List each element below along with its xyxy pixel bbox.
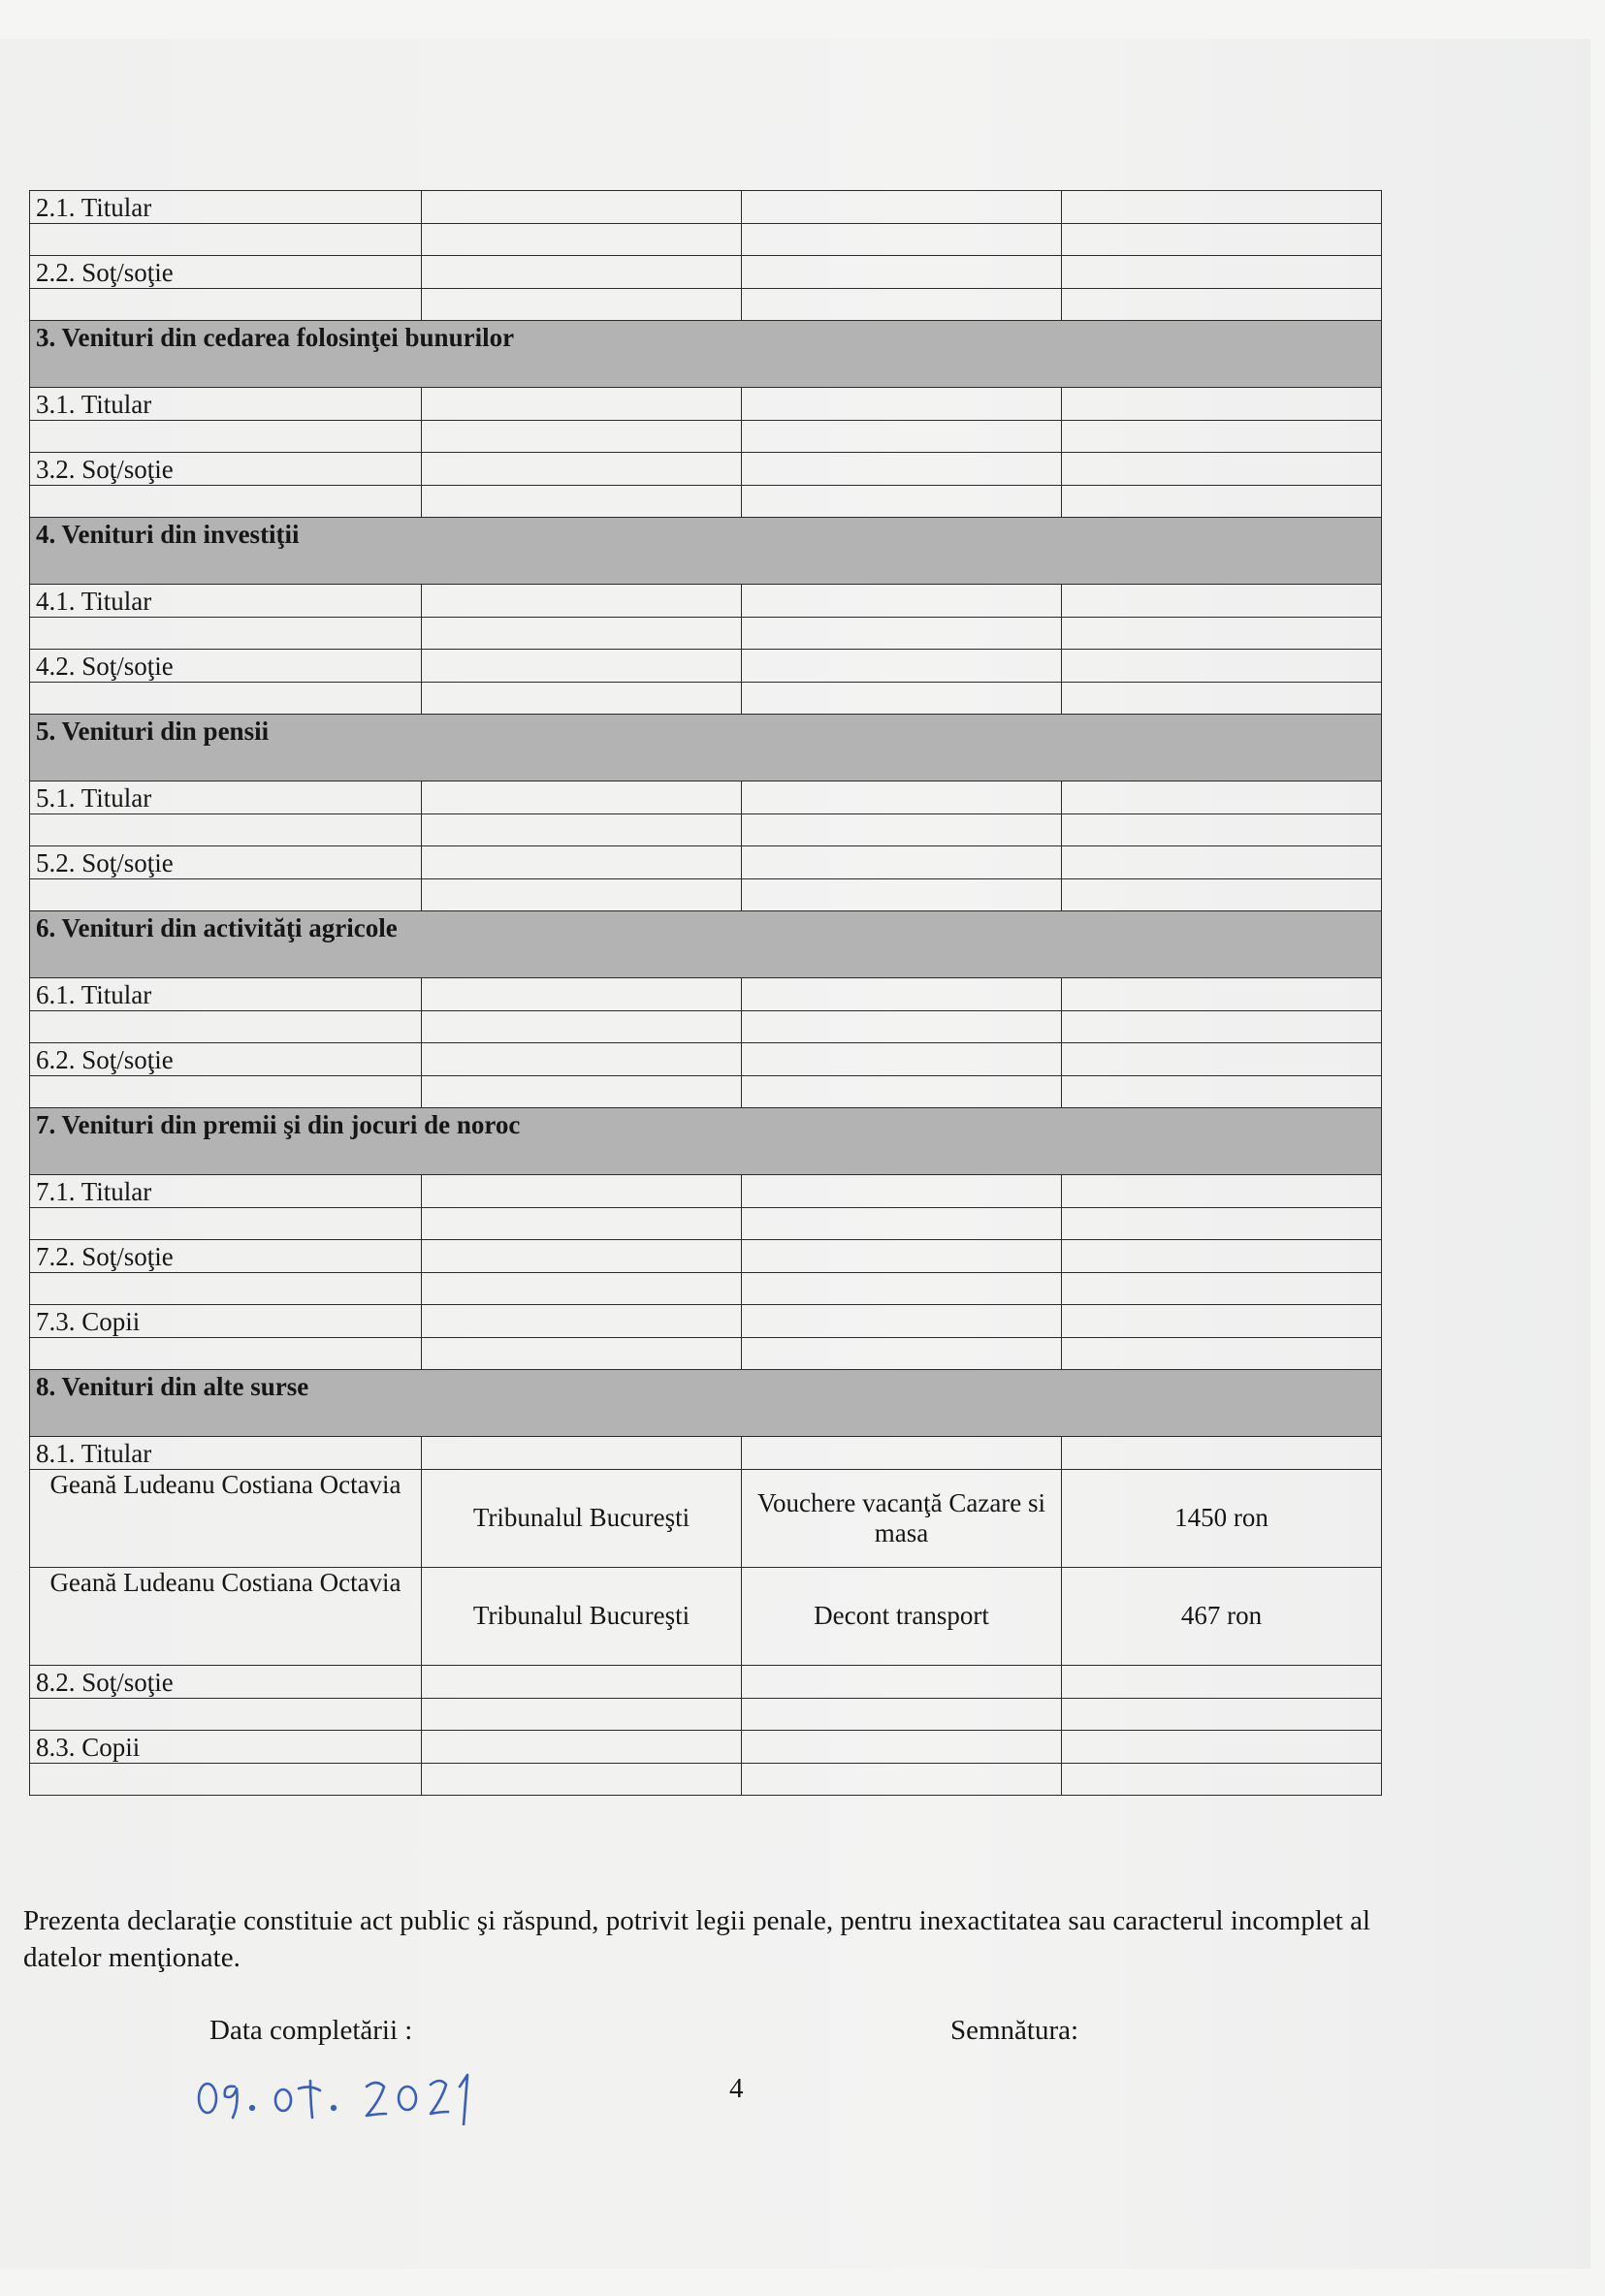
table-row <box>30 388 1382 421</box>
table-row <box>30 1043 1382 1076</box>
row-label: 6.1. Titular <box>30 978 422 1011</box>
table-cell <box>742 978 1062 1011</box>
table-row <box>30 1011 1382 1043</box>
table-cell <box>1062 846 1382 879</box>
table-cell <box>742 879 1062 911</box>
table-cell <box>742 421 1062 453</box>
table-row <box>30 1240 1382 1273</box>
table-cell <box>1062 585 1382 618</box>
table-cell <box>422 1043 742 1076</box>
table-cell <box>1062 1699 1382 1731</box>
table-cell <box>30 1273 422 1305</box>
section-title: 3. Venituri din cedarea folosinţei bunurilor <box>30 321 1382 388</box>
table-cell <box>422 191 742 224</box>
table-cell <box>30 289 422 321</box>
table-cell <box>30 421 422 453</box>
table-cell <box>1062 618 1382 650</box>
entry-name: Geană Ludeanu Costiana Octavia <box>30 1568 422 1666</box>
table-cell <box>1062 781 1382 814</box>
table-cell <box>422 453 742 486</box>
table-cell <box>422 1011 742 1043</box>
table-cell <box>742 1043 1062 1076</box>
section-title: 7. Venituri din premii şi din jocuri de noroc <box>30 1108 1382 1175</box>
section-title: 4. Venituri din investiţii <box>30 518 1382 585</box>
table-cell <box>30 1764 422 1796</box>
table-cell <box>422 1305 742 1338</box>
table-row <box>30 1437 1382 1470</box>
table-cell <box>422 978 742 1011</box>
table-cell <box>742 1076 1062 1108</box>
row-label: 7.3. Copii <box>30 1305 422 1338</box>
table-cell <box>742 1273 1062 1305</box>
table-cell <box>422 256 742 289</box>
section-header <box>30 715 1382 781</box>
table-cell <box>742 256 1062 289</box>
date-label: Data completării : <box>209 2015 413 2046</box>
table-cell <box>1062 388 1382 421</box>
row-label: 4.2. Soţ/soţie <box>30 650 422 683</box>
entry-amount: 1450 ron <box>1062 1470 1382 1568</box>
table-row <box>30 1731 1382 1764</box>
table-cell <box>1062 1208 1382 1240</box>
table-cell <box>422 224 742 256</box>
row-label: 3.1. Titular <box>30 388 422 421</box>
table-cell <box>1062 486 1382 518</box>
signature-label: Semnătura: <box>950 2015 1079 2046</box>
legal-statement: Prezenta declaraţie constituie act public şi răspund, potrivit legii penale, pentru inexactitatea sau caracterul incomplet al datelor menţionate. <box>23 1905 1371 1973</box>
table-cell <box>422 388 742 421</box>
table-cell <box>1062 421 1382 453</box>
table-row <box>30 191 1382 224</box>
table-cell <box>742 618 1062 650</box>
table-cell <box>1062 683 1382 715</box>
table-cell <box>30 486 422 518</box>
row-label: 8.2. Soţ/soţie <box>30 1666 422 1699</box>
table-cell <box>742 1666 1062 1699</box>
row-label: 4.1. Titular <box>30 585 422 618</box>
row-label: 3.2. Soţ/soţie <box>30 453 422 486</box>
table-cell <box>1062 191 1382 224</box>
table-cell <box>30 618 422 650</box>
table-cell <box>1062 814 1382 846</box>
income-entry-row <box>30 1568 1382 1666</box>
table-cell <box>742 1175 1062 1208</box>
table-cell <box>1062 1043 1382 1076</box>
page-number: 4 <box>729 2073 744 2104</box>
table-cell <box>422 879 742 911</box>
table-cell <box>742 224 1062 256</box>
table-cell <box>1062 1175 1382 1208</box>
table-cell <box>742 1240 1062 1273</box>
table-row <box>30 1273 1382 1305</box>
section-title: 8. Venituri din alte surse <box>30 1370 1382 1437</box>
table-row <box>30 289 1382 321</box>
section-header <box>30 518 1382 585</box>
table-row <box>30 618 1382 650</box>
table-cell <box>422 1731 742 1764</box>
table-cell <box>742 846 1062 879</box>
table-cell <box>1062 978 1382 1011</box>
table-cell <box>742 1305 1062 1338</box>
table-cell <box>742 1437 1062 1470</box>
table-cell <box>422 618 742 650</box>
table-cell <box>1062 453 1382 486</box>
table-cell <box>422 1240 742 1273</box>
entry-source: Tribunalul Bucureşti <box>422 1470 742 1568</box>
table-row <box>30 1175 1382 1208</box>
table-cell <box>1062 879 1382 911</box>
table-cell <box>30 224 422 256</box>
table-cell <box>30 1699 422 1731</box>
section-title: 5. Venituri din pensii <box>30 715 1382 781</box>
entry-name: Geană Ludeanu Costiana Octavia <box>30 1470 422 1568</box>
entry-amount: 467 ron <box>1062 1568 1382 1666</box>
table-row <box>30 1338 1382 1370</box>
table-row <box>30 585 1382 618</box>
table-cell <box>1062 650 1382 683</box>
table-cell <box>30 1338 422 1370</box>
table-cell <box>422 1699 742 1731</box>
table-cell <box>422 486 742 518</box>
table-cell <box>1062 1666 1382 1699</box>
table-row <box>30 1764 1382 1796</box>
table-cell <box>742 388 1062 421</box>
table-cell <box>742 1208 1062 1240</box>
table-cell <box>742 486 1062 518</box>
entry-source: Tribunalul Bucureşti <box>422 1568 742 1666</box>
table-cell <box>742 289 1062 321</box>
section-header <box>30 1370 1382 1437</box>
table-cell <box>742 650 1062 683</box>
table-cell <box>742 1699 1062 1731</box>
table-cell <box>1062 1731 1382 1764</box>
table-cell <box>742 683 1062 715</box>
table-row <box>30 1208 1382 1240</box>
row-label: 6.2. Soţ/soţie <box>30 1043 422 1076</box>
table-row <box>30 1076 1382 1108</box>
table-row <box>30 846 1382 879</box>
table-cell <box>1062 256 1382 289</box>
table-cell <box>30 1208 422 1240</box>
table-cell <box>1062 1764 1382 1796</box>
income-table <box>29 190 1382 1796</box>
row-label: 2.2. Soţ/soţie <box>30 256 422 289</box>
table-cell <box>30 1011 422 1043</box>
table-row <box>30 879 1382 911</box>
table-row <box>30 453 1382 486</box>
table-cell <box>422 1175 742 1208</box>
table-cell <box>1062 289 1382 321</box>
table-cell <box>422 1666 742 1699</box>
table-cell <box>742 191 1062 224</box>
table-cell <box>422 650 742 683</box>
table-cell <box>742 781 1062 814</box>
row-label: 5.2. Soţ/soţie <box>30 846 422 879</box>
table-row <box>30 650 1382 683</box>
table-cell <box>742 1764 1062 1796</box>
table-cell <box>422 1338 742 1370</box>
table-row <box>30 1305 1382 1338</box>
table-cell <box>422 1437 742 1470</box>
table-cell <box>30 879 422 911</box>
table-row <box>30 978 1382 1011</box>
income-entry-row <box>30 1470 1382 1568</box>
row-label: 8.1. Titular <box>30 1437 422 1470</box>
table-cell <box>742 814 1062 846</box>
table-cell <box>1062 1240 1382 1273</box>
table-cell <box>422 1208 742 1240</box>
table-cell <box>742 585 1062 618</box>
row-label: 7.1. Titular <box>30 1175 422 1208</box>
entry-service: Decont transport <box>742 1568 1062 1666</box>
section-header <box>30 911 1382 978</box>
table-cell <box>422 1764 742 1796</box>
table-row <box>30 421 1382 453</box>
table-cell <box>30 814 422 846</box>
table-row <box>30 814 1382 846</box>
table-cell <box>742 1338 1062 1370</box>
row-label: 8.3. Copii <box>30 1731 422 1764</box>
row-label: 7.2. Soţ/soţie <box>30 1240 422 1273</box>
table-cell <box>422 1076 742 1108</box>
table-cell <box>422 585 742 618</box>
table-cell <box>742 1011 1062 1043</box>
table-cell <box>1062 1338 1382 1370</box>
section-title: 6. Venituri din activităţi agricole <box>30 911 1382 978</box>
table-cell <box>422 814 742 846</box>
table-cell <box>742 453 1062 486</box>
handwritten-date <box>194 2057 524 2125</box>
table-row <box>30 1699 1382 1731</box>
table-row <box>30 1666 1382 1699</box>
table-cell <box>422 781 742 814</box>
table-cell <box>422 421 742 453</box>
table-cell <box>422 683 742 715</box>
income-table-body <box>30 191 1382 1796</box>
row-label: 2.1. Titular <box>30 191 422 224</box>
table-cell <box>1062 224 1382 256</box>
table-row <box>30 781 1382 814</box>
table-row <box>30 224 1382 256</box>
table-cell <box>30 683 422 715</box>
row-label: 5.1. Titular <box>30 781 422 814</box>
table-cell <box>1062 1437 1382 1470</box>
section-header <box>30 1108 1382 1175</box>
table-cell <box>1062 1076 1382 1108</box>
table-cell <box>422 846 742 879</box>
table-cell <box>1062 1011 1382 1043</box>
table-cell <box>1062 1273 1382 1305</box>
table-cell <box>422 1273 742 1305</box>
table-cell <box>1062 1305 1382 1338</box>
section-header <box>30 321 1382 388</box>
table-row <box>30 256 1382 289</box>
table-row <box>30 683 1382 715</box>
table-cell <box>422 289 742 321</box>
entry-service: Vouchere vacanţă Cazare si masa <box>742 1470 1062 1568</box>
table-cell <box>30 1076 422 1108</box>
table-row <box>30 486 1382 518</box>
table-cell <box>742 1731 1062 1764</box>
